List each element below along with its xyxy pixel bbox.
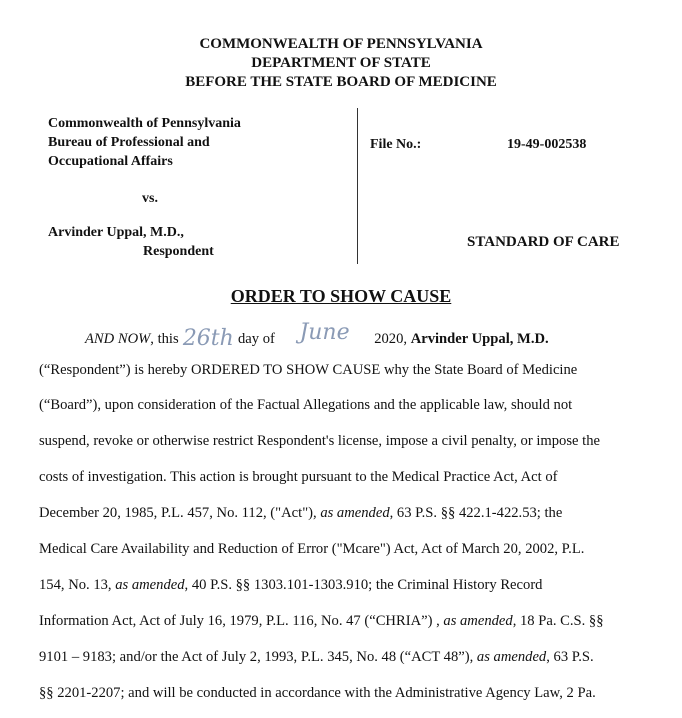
header-department: DEPARTMENT OF STATE <box>251 55 431 71</box>
respondent-name: Arvinder Uppal, M.D., <box>48 225 184 240</box>
header-board: BEFORE THE STATE BOARD OF MEDICINE <box>185 74 497 90</box>
body-line-11: §§ 2201-2207; and will be conducted in accordance with the Administrative Agency Law, 2 Pa. <box>39 685 596 701</box>
l9-b: , 18 Pa. C.S. §§ <box>512 613 604 629</box>
l6-italic: as amended <box>320 505 390 521</box>
l6-a: December 20, 1985, P.L. 457, No. 112, ("Act"), <box>39 505 321 521</box>
l9-italic: as amended <box>443 613 513 629</box>
year-text: 2020, <box>374 331 408 347</box>
body-line-1 <box>85 320 549 351</box>
case-type: STANDARD OF CARE <box>467 234 620 250</box>
l6-b: , 63 P.S. §§ 422.1-422.53; the <box>389 505 563 521</box>
respondent-inline-name: Arvinder Uppal, M.D. <box>410 331 549 347</box>
file-number: 19-49-002538 <box>507 137 587 152</box>
order-title: ORDER TO SHOW CAUSE <box>230 286 452 306</box>
l9-a: Information Act, Act of July 16, 1979, P.L. 116, No. 47 (“CHRIA”) , <box>39 613 444 629</box>
caption-petitioner <box>48 114 241 171</box>
l8-italic: as amended <box>115 577 185 593</box>
body-line-2: (“Respondent”) is hereby ORDERED TO SHOW CAUSE why the State Board of Medicine <box>39 362 578 378</box>
body-line-3: (“Board”), upon consideration of the Factual Allegations and the applicable law, should not <box>39 397 573 413</box>
body-line-9 <box>39 613 604 630</box>
file-label: File No.: <box>370 137 422 152</box>
l8-b: , 40 P.S. §§ 1303.101-1303.910; the Criminal History Record <box>184 577 543 593</box>
header-commonwealth: COMMONWEALTH OF PENNSYLVANIA <box>199 36 483 52</box>
respondent-role: Respondent <box>143 244 214 259</box>
l10-a: 9101 – 9183; and/or the Act of July 2, 1993, P.L. 345, No. 48 (“ACT 48”), <box>39 649 477 665</box>
l8-a: 154, No. 13, <box>39 577 116 593</box>
petitioner-line-1: Commonwealth of Pennsylvania <box>48 116 241 131</box>
caption-divider <box>357 108 358 264</box>
and-now-text: AND NOW <box>85 331 151 347</box>
body-line-4: suspend, revoke or otherwise restrict Respondent's license, impose a civil penalty, or impose the <box>39 433 600 449</box>
body-line-7: Medical Care Availability and Reduction of Error ("Mcare") Act, Act of March 20, 2002, P.L. <box>39 541 585 557</box>
body-line-6 <box>39 505 562 522</box>
body-line-10 <box>39 649 594 666</box>
body-line-5: costs of investigation. This action is brought pursuant to the Medical Practice Act, Act of <box>39 469 558 485</box>
handwritten-day: 26th <box>182 326 234 351</box>
l10-italic: as amended <box>476 649 547 665</box>
this-text: , this <box>150 331 179 347</box>
petitioner-line-2: Bureau of Professional and <box>48 135 210 150</box>
l10-b: , 63 P.S. <box>546 649 594 665</box>
day-of-text: day of <box>237 331 275 347</box>
petitioner-line-3: Occupational Affairs <box>48 154 173 169</box>
handwritten-month: June <box>299 320 350 345</box>
body-line-8 <box>39 577 542 594</box>
caption-vs: vs. <box>142 191 158 206</box>
